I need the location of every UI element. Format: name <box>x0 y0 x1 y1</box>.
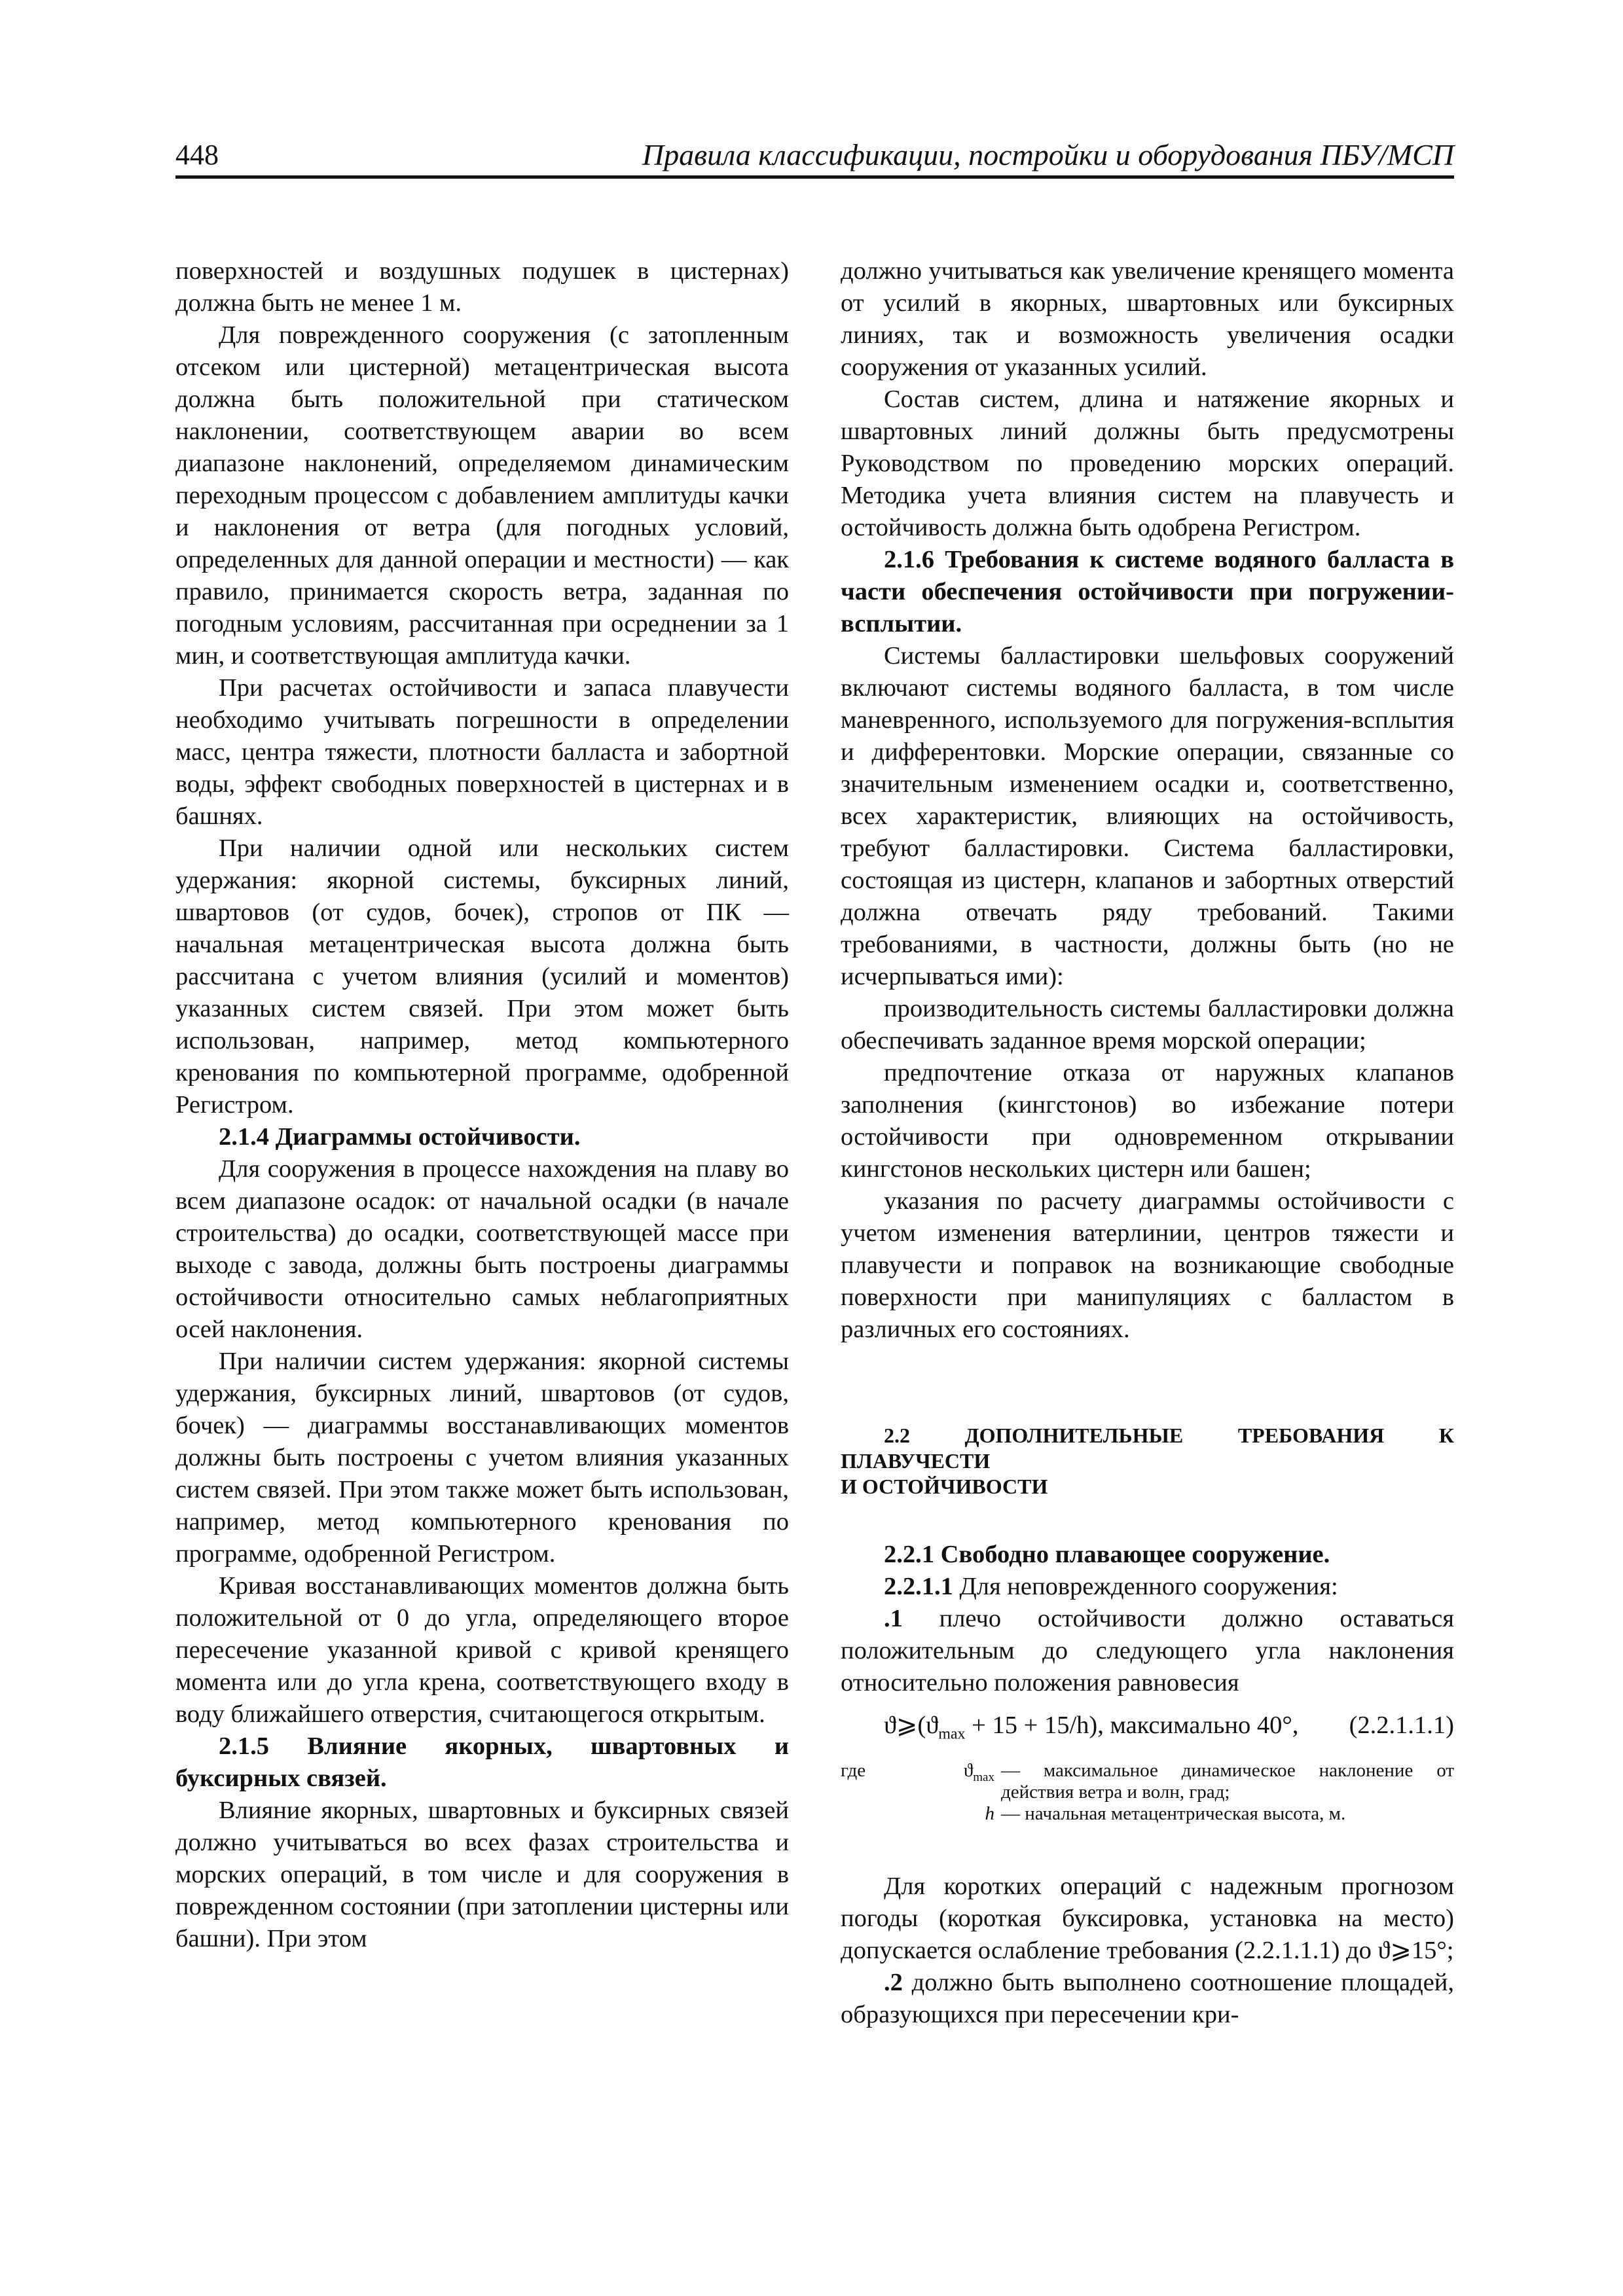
paragraph-2-2-1-1: 2.2.1.1 Для неповрежденного сооружения: <box>884 1573 1338 1600</box>
paragraph: Для коротких операций с надежным прогнозом погоды (короткая буксировка, установка на место) допускается ослабление требования (2.2.1.1.1) до ϑ⩾15°; <box>841 1872 1454 1964</box>
list-item-1: .1 плечо остойчивости должно оставаться положительным до следующего угла наклонения относительно положения равновесия <box>841 1605 1454 1696</box>
legend-symbol: h <box>985 1803 994 1824</box>
paragraph: При расчетах остойчивости и запаса плавучести необходимо учитывать погрешности в определении масс, центра тяжести, плотности балласта и забортной воды, эффект свободных поверхностей в цистернах и в башнях. <box>175 674 789 830</box>
running-title: Правила классификации, постройки и оборудования ПБУ/МСП <box>642 138 1454 171</box>
right-column <box>841 255 1454 2031</box>
paragraph: Для поврежденного сооружения (с затопленным отсеком или цистерной) метацентрическая высота должна быть положительной при статическом наклонении, соответствующем аварии во всем диапазоне наклонений, определяемом динамическим переходным процессом с добавлением амплитуды качки и наклонения от ветра (для погодных условий, определенных для данной операции и местности) — как правило, принимается скорость ветра, заданная по погодным условиям, рассчитанная при осреднении за 1 мин, и соответствующая амплитуда качки. <box>175 321 789 670</box>
list-item-2: .2 должно быть выполнено соотношение площадей, образующихся при пересечении кри- <box>841 1968 1454 2028</box>
spacer <box>841 1699 1454 1710</box>
header-rule <box>175 175 1454 179</box>
paragraph: Кривая восстанавливающих моментов должна быть положительной от 0 до угла, определяющего второе пересечение указанной кривой с кривой кренящего момента или до угла крена, соответствующего входу в воду ближайшего отверстия, считающегося открытым. <box>175 1572 789 1728</box>
list-item: предпочтение отказа от наружных клапанов заполнения (кингстонов) во избежание потери остойчивости при одновременном открывании кингстонов нескольких цистерн или башен; <box>841 1059 1454 1183</box>
legend-symbol: $ϑ_{max}$ <box>963 1759 994 1784</box>
paragraph: Системы балластировки шельфовых сооружений включают системы водяного балласта, в том числе маневренного, используемого для погружения-всплытия и дифферентовки. Морские операции, связанные со значительным изменением осадки и, соответственно, всех характеристик, влияющих на остойчивость, требуют балластировки. Система балластировки, состоящая из цистерн, клапанов и забортных отверстий должна отвечать ряду требований. Такими требованиями, в частности, должны быть (но не исчерпываться ими): <box>841 642 1454 990</box>
legend-definition: — максимальное динамическое наклонение от действия ветра и волн, град; <box>1001 1759 1454 1803</box>
paragraph: Для сооружения в процессе нахождения на плаву во всем диапазоне осадок: от начальной осадки (в начале строительства) до осадки, соответствующей массе при выходе с завода, должны быть построены диаграммы остойчивости относительно самых неблагоприятных осей наклонения. <box>175 1155 789 1343</box>
spacer <box>841 1499 1454 1539</box>
section-heading-2-1-4: 2.1.4 Диаграммы остойчивости. <box>219 1123 581 1151</box>
spacer <box>841 1825 1454 1871</box>
paragraph: должно учитываться как увеличение кренящего момента от усилий в якорных, швартовных или буксирных линиях, так и возможность увеличения осадки сооружения от указанных усилий. <box>841 257 1454 381</box>
paragraph: Состав систем, длина и натяжение якорных и швартовных линий должны быть предусмотрены Руководством по проведению морских операций. Методика учета влияния систем на плавучесть и остойчивость должна быть одобрена Регистром. <box>841 386 1454 541</box>
list-item: указания по расчету диаграммы остойчивости с учетом изменения ватерлинии, центров тяжести и плавучести и поправок на возникающие свободные поверхности при манипуляциях с балластом в различных его состояниях. <box>841 1187 1454 1343</box>
page-number: 448 <box>175 139 219 171</box>
list-item: производительность системы балластировки должна обеспечивать заданное время морской операции; <box>841 995 1454 1054</box>
where-label: где <box>841 1759 866 1781</box>
spacer <box>841 1751 1454 1760</box>
section-heading-2-2-1: 2.2.1 Свободно плавающее сооружение. <box>884 1541 1330 1568</box>
formula-number: (2.2.1.1.1) <box>1349 1712 1454 1739</box>
legend-definition: — начальная метацентрическая высота, м. <box>1001 1803 1346 1824</box>
section-heading-2-1-6: 2.1.6 Требования к системе водяного балласта в части обеспечения остойчивости при погружении-всплытии. <box>841 546 1454 637</box>
paragraph: Влияние якорных, швартовных и буксирных связей должно учитываться во всех фазах строительства и морских операций, в том числе и для сооружения в поврежденном состоянии (при затоплении цистерны или башни). При этом <box>175 1797 789 1952</box>
formula-expression: $ϑ⩾(ϑ_{max} + 15 + 15/h)$, максимально 40°, <box>884 1712 1299 1743</box>
section-heading-2-1-5: 2.1.5 Влияние якорных, швартовных и буксирных связей. <box>175 1732 789 1792</box>
paragraph: поверхностей и воздушных подушек в цистернах) должна быть не менее 1 м. <box>175 257 789 317</box>
spacer <box>841 1346 1454 1423</box>
paragraph: При наличии систем удержания: якорной системы удержания, буксирных линий, швартовов (от судов, бочек) — диаграммы восстанавливающих моментов должны быть построены с учетом влияния указанных систем связей. При этом также может быть использован, например, метод компьютерного кренования по программе, одобренной Регистром. <box>175 1348 789 1568</box>
chapter-heading: 2.2 ДОПОЛНИТЕЛЬНЫЕ ТРЕБОВАНИЯ К ПЛАВУЧЕСТИ И ОСТОЙЧИВОСТИ <box>841 1424 1454 1498</box>
formula-legend <box>841 1760 1454 1825</box>
formula-2-2-1-1-1 <box>841 1710 1454 1751</box>
left-column <box>175 255 789 1955</box>
paragraph: При наличии одной или нескольких систем удержания: якорной системы, буксирных линий, швартовов (от судов, бочек), стропов от ПК — начальная метацентрическая высота должна быть рассчитана с учетом влияния (усилий и моментов) указанных систем связей. При этом может быть использован, например, метод компьютерного кренования по компьютерной программе, одобренной Регистром. <box>175 834 789 1119</box>
